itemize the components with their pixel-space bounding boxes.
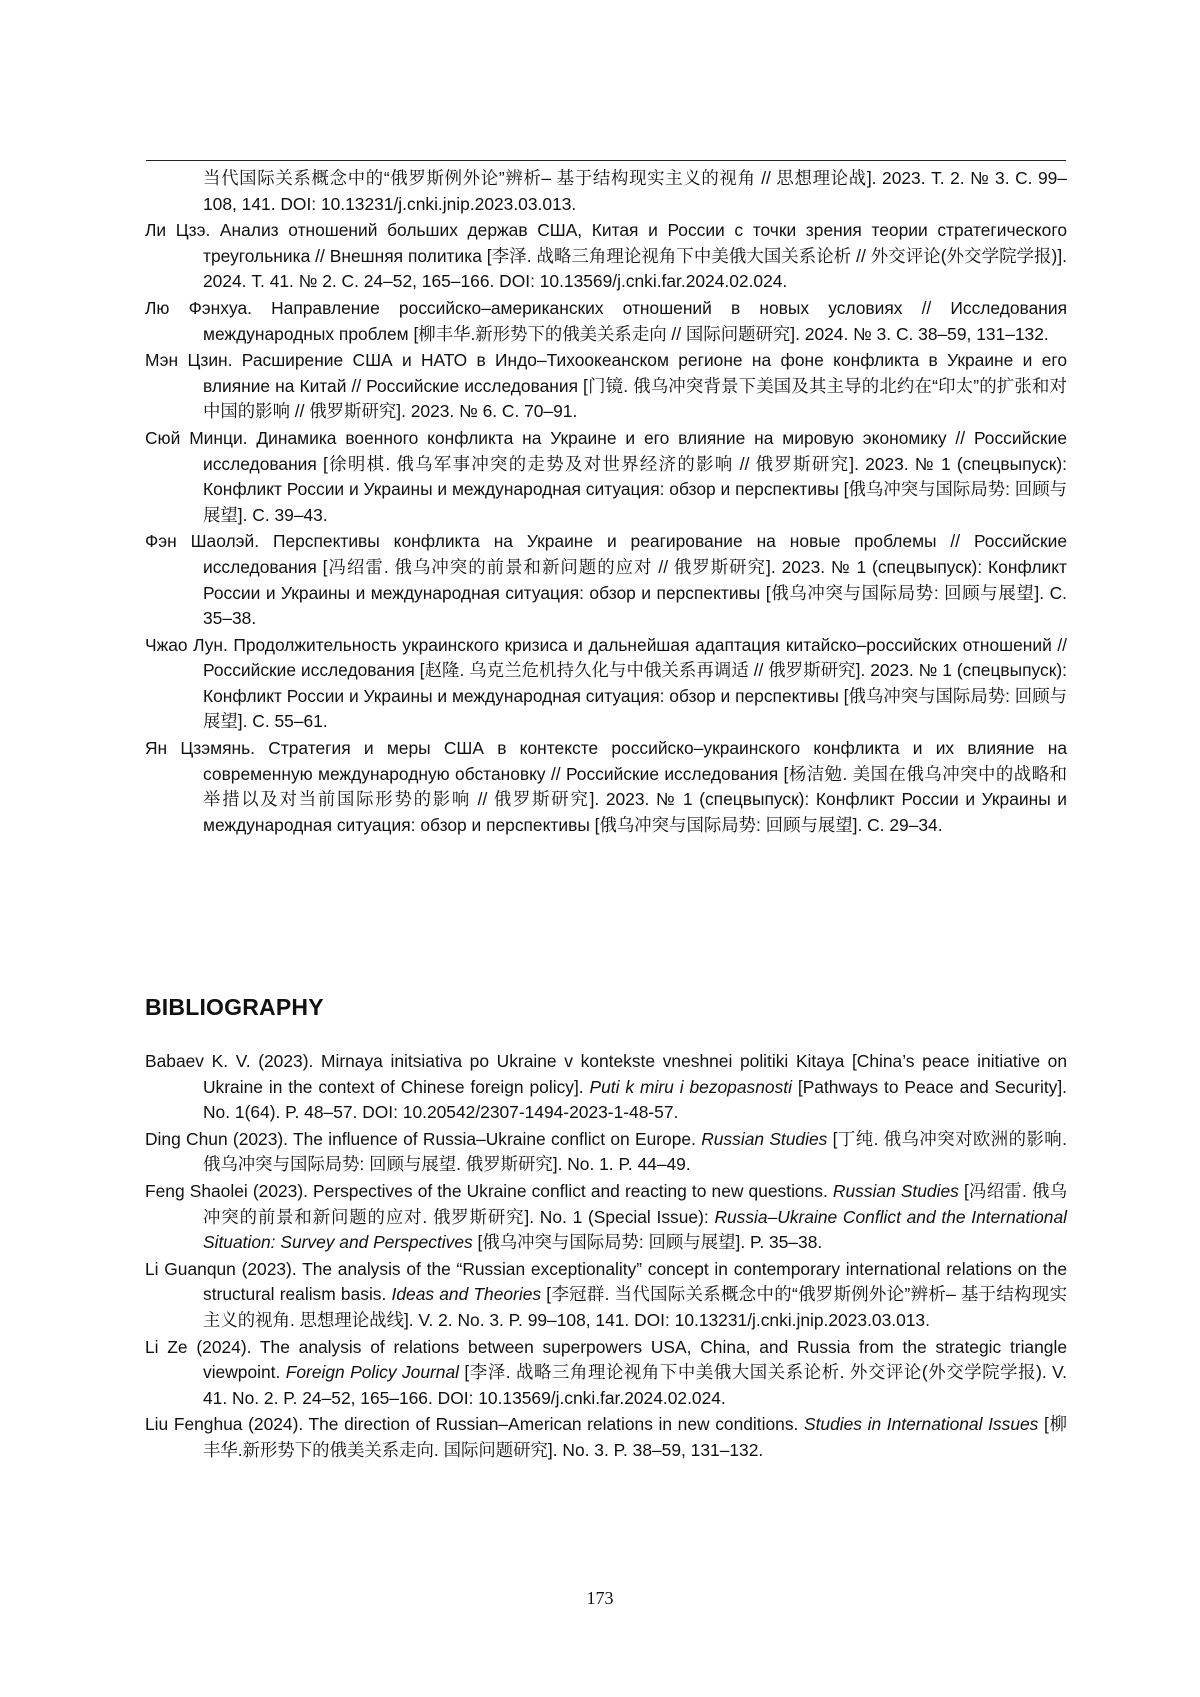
reference-text: [丁纯. 俄乌冲突对欧洲的影响. 俄乌冲突与国际局势: 回顾与展望. 俄罗斯研究]. No. 1. P. 44–49. [203,1128,1067,1175]
reference-text: [冯绍雷. 俄乌冲突的前景和新问题的应对. 俄罗斯研究]. No. 1 (Special Issue): [203,1180,1067,1227]
reference-text: Ян Цзэмянь. Стратегия и меры США в контексте российско–украинского конфликта и их влияние на современную международную обстановку // Российские исследования [杨洁勉. 美国在俄乌冲突中的战略和举措以及对当前国际形势的影响 // 俄罗斯研究]. 2023. № 1 (спецвыпуск): Конфликт России и Украины и международная ситуация: обзор и перспективы [俄乌冲突与国际局势: 回顾与展望]. С. 29–34. [145,738,1067,835]
reference-text: Чжао Лун. Продолжительность украинского кризиса и дальнейшая адаптация китайско–российских отношений // Российские исследования [赵隆. 乌克兰危机持久化与中俄关系再调适 // 俄罗斯研究]. 2023. № 1 (спецвыпуск): Конфликт России и Украины и международная ситуация: обзор и перспективы [俄乌冲突与国际局势: 回顾与展望]. С. 55–61. [145,634,1067,732]
reference-text: [柳丰华.新形势下的俄美关系走向. 国际问题研究]. No. 3. P. 38–59, 131–132. [203,1414,1067,1460]
reference-text: Li Guanqun (2023). The analysis of the “Russian exceptionality” concept in contemporary international relations on the structural realism basis. [145,1258,1067,1305]
reference-text: Li Ze (2024). The analysis of relations between superpowers USA, China, and Russia from the strategic triangle viewpoint. [145,1336,1067,1383]
reference-entry [145,1127,1067,1178]
reference-text: Babaev K. V. (2023). Mirnaya initsiativa po Ukraine v kontekste vneshnei politiki Kitaya [China’s peace initiative on Ukraine in the context of Chinese foreign policy]. [145,1051,1067,1097]
reference-entry [145,218,1067,295]
reference-entry [145,529,1067,631]
reference-text: [俄乌冲突与国际局势: 回顾与展望]. P. 35–38. [472,1232,823,1253]
reference-title-italic: Russia–Ukraine Conflict and the International Situation: Survey and Perspectives [203,1206,1067,1253]
reference-text: Liu Fenghua (2024). The direction of Russian–American relations in new conditions. [145,1414,804,1435]
reference-entry [145,166,1067,217]
reference-entry [145,426,1067,528]
reference-text: [Pathways to Peace and Security]. No. 1(64). P. 48–57. DOI: 10.20542/2307-1494-2023-1-48-57. [203,1076,1068,1123]
reference-text: Feng Shaolei (2023). Perspectives of the Ukraine conflict and reacting to new questions. [145,1180,833,1201]
reference-text: [李冠群. 当代国际关系概念中的“俄罗斯例外论”辨析– 基于结构现实主义的视角. 思想理论战线]. V. 2. No. 3. P. 99–108, 141. DOI: 10.13231/j.cnki.jnip.2023.03.013. [203,1284,1068,1330]
reference-text: [李泽. 战略三角理论视角下中美俄大国关系论析. 外交评论(外交学院学报). V. 41. No. 2. P. 24–52, 165–166. DOI: 10.13569/j.cnki.far.2024.02.024. [203,1362,1067,1408]
reference-entry [145,348,1067,425]
bibliography-heading: BIBLIOGRAPHY [145,994,324,1020]
reference-title-italic: Foreign Policy Journal [285,1362,459,1383]
reference-entry [145,1412,1067,1463]
reference-text: Сюй Минци. Динамика военного конфликта на Украине и его влияние на мировую экономику // Российские исследования [徐明棋. 俄乌军事冲突的走势及对世界经济的影响 // 俄罗斯研究]. 2023. № 1 (спецвыпуск): Конфликт России и Украины и международная ситуация: обзор и перспективы [俄乌冲突与国际局势: 回顾与展望]. С. 39–43. [145,427,1067,525]
reference-entry [145,1257,1067,1334]
reference-entry [145,1049,1067,1126]
page-number: 173 [586,1588,614,1608]
reference-text: Ding Chun (2023). The influence of Russia–Ukraine conflict on Europe. [145,1128,702,1149]
reference-text: Лю Фэнхуа. Направление российско–американских отношений в новых условиях // Исследования международных проблем [柳丰华.新形势下的俄美关系走向 // 国际问题研究]. 2024. № 3. С. 38–59, 131–132. [145,297,1067,344]
reference-entry [145,736,1067,838]
reference-text: Ли Цзэ. Анализ отношений больших держав США, Китая и России с точки зрения теории стратегического треугольника // Внешняя политика [李泽. 战略三角理论视角下中美俄大国关系论析 // 外交评论(外交学院学报)]. 2024. Т. 41. № 2. С. 24–52, 165–166. DOI: 10.13569/j.cnki.far.2024.02.024. [145,220,1067,292]
reference-entry [145,296,1067,347]
reference-title-italic: Russian Studies [832,1180,959,1201]
reference-text: Мэн Цзин. Расширение США и НАТО в Индо–Тихоокеанском регионе на фоне конфликта в Украине и его влияние на Китай // Российские исследования [门镜. 俄乌冲突背景下美国及其主导的北约在“印太”的扩张和对中国的影响 // 俄罗斯研究]. 2023. № 6. С. 70–91. [145,350,1067,422]
reference-entry [145,1179,1067,1256]
reference-text: 当代国际关系概念中的“俄罗斯例外论”辨析– 基于结构现实主义的视角 // 思想理论战]. 2023. Т. 2. № 3. С. 99–108, 141. DOI: 10.13231/j.cnki.jnip.2023.03.013. [203,168,1067,214]
top-rule [146,160,1066,161]
bibliography-list [145,1049,1067,1465]
reference-title-italic: Russian Studies [701,1128,828,1149]
reference-entry [145,633,1067,735]
reference-list [145,166,1067,839]
reference-title-italic: Puti k miru i bezopasnosti [589,1076,792,1097]
reference-title-italic: Studies in International Issues [803,1414,1039,1435]
reference-text: Фэн Шаолэй. Перспективы конфликта на Украине и реагирование на новые проблемы // Российские исследования [冯绍雷. 俄乌冲突的前景和新问题的应对 // 俄罗斯研究]. 2023. № 1 (спецвыпуск): Конфликт России и Украины и международная ситуация: обзор и перспективы [俄乌冲突与国际局势: 回顾与展望]. С. 35–38. [145,531,1067,629]
reference-entry [145,1335,1067,1412]
reference-title-italic: Ideas and Theories [391,1284,542,1305]
